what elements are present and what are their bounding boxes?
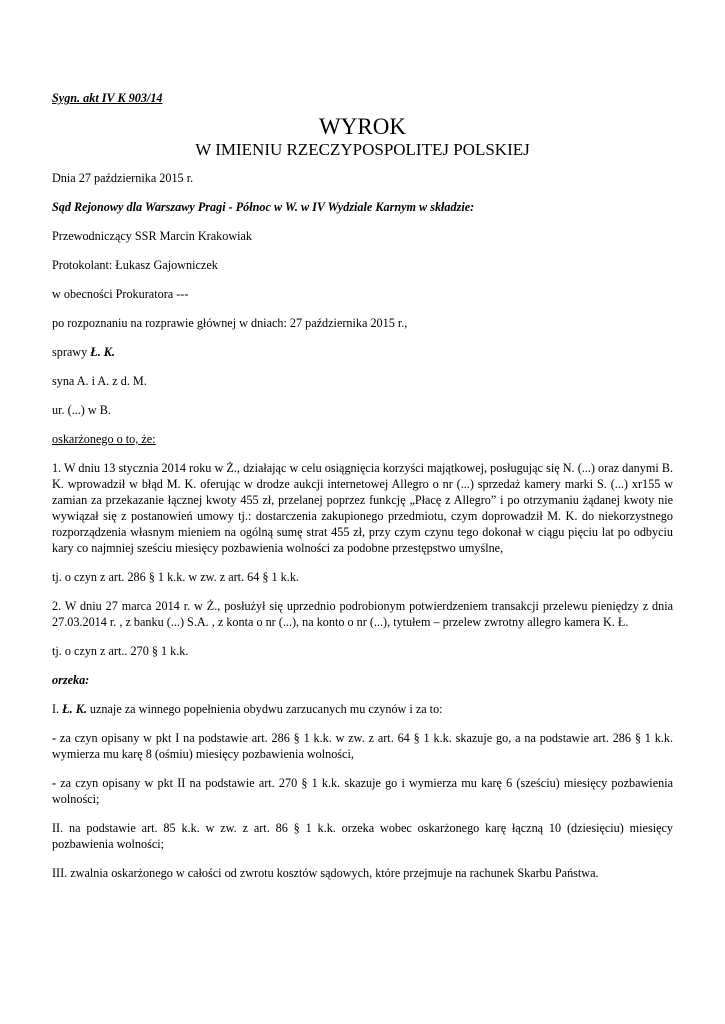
accused-of-heading: oskarżonego o to, że:	[52, 432, 156, 446]
judgment-date: Dnia 27 października 2015 r.	[52, 171, 194, 185]
verdict-item-1	[52, 701, 673, 717]
charge-2: 2. W dniu 27 marca 2014 r. w Ż., posłużył się uprzednio podrobionym potwierdzeniem transakcji przelewu pieniędzy z dnia 27.03.2014 r. , z banku (...) S.A. , z konta o nr (...), na konto o nr (...), tytułem – przelew zwrotny allegro kamera K. Ł.	[52, 599, 673, 629]
verdict-item-3: III. zwalnia oskarżonego w całości od zwrotu kosztów sądowych, które przejmuje na rachunek Skarbu Państwa.	[52, 866, 599, 880]
item-1b-text: za czyn opisany w pkt II na podstawie art. 270 § 1 k.k. skazuje go i wymierza mu karę 6 (sześciu) miesięcy pozbawienia wolności;	[52, 776, 673, 806]
case-signature: Sygn. akt IV K 903/14	[52, 91, 163, 105]
item-1-name: Ł. K.	[62, 702, 87, 716]
hearing-info: po rozpoznaniu na rozprawie głównej w dniach: 27 października 2015 r.,	[52, 316, 408, 330]
charge-1-law: tj. o czyn z art. 286 § 1 k.k. w zw. z art. 64 § 1 k.k.	[52, 570, 299, 584]
verdict-item-1a	[52, 730, 673, 762]
document-page	[52, 90, 673, 894]
case-prefix: sprawy	[52, 345, 91, 359]
son-of: syna A. i A. z d. M.	[52, 374, 147, 388]
item-1a-text: za czyn opisany w pkt I na podstawie art. 286 § 1 k.k. w zw. z art. 64 § 1 k.k. skazuje go, a na podstawie art. 286 § 1 k.k. wymierza mu karę 8 (ośmiu) miesięcy pozbawienia wolności,	[52, 731, 673, 761]
prosecutor: w obecności Prokuratora ---	[52, 287, 189, 301]
item-1-prefix: I.	[52, 702, 63, 716]
charge-1: 1. W dniu 13 stycznia 2014 roku w Ż., działając w celu osiągnięcia korzyści majątkowej, posługując się N. (...) oraz danymi B. K. wprowadził w błąd M. K. oferując w drodze aukcji internetowej Allegro o nr (...) sprzedaż kamery marki S. (...) xr155 w zamian za przekazanie łącznej kwoty 455 zł, przelanej poprzez funkcję „Płacę z Allegro” i po otrzymaniu żądanej kwoty nie wywiązał się z postanowień umowy tj.: dostarczenia zakupionego przedmiotu, czym doprowadził M. K. do niekorzystnego rozporządzenia własnym mieniem na ogólną sumę strat 455 zł, przy czym czynu tego dokonał w ciągu pięciu lat po odbyciu kary co najmniej sześciu miesięcy pozbawienia wolności za podobne przestępstwo umyślne,	[52, 461, 673, 555]
court-name: Sąd Rejonowy dla Warszawy Pragi - Północ w W. w IV Wydziale Karnym w składzie:	[52, 200, 475, 214]
verdict-item-2: II. na podstawie art. 85 k.k. w zw. z art. 86 § 1 k.k. orzeka wobec oskarżonego karę łączną 10 (dziesięciu) miesięcy pozbawienia wolności;	[52, 821, 673, 851]
item-1-text: uznaje za winnego popełnienia obydwu zarzucanych mu czynów i za to:	[86, 702, 443, 716]
case-defendant	[52, 344, 673, 360]
clerk: Protokolant: Łukasz Gajowniczek	[52, 258, 218, 272]
defendant-name: Ł. K.	[90, 345, 115, 359]
item-1a-dash: -	[52, 731, 57, 745]
chairman: Przewodniczący SSR Marcin Krakowiak	[52, 229, 253, 243]
birth-info: ur. (...) w B.	[52, 403, 111, 417]
verdict-heading: orzeka:	[52, 673, 90, 687]
document-title: WYROK	[319, 114, 406, 139]
charge-2-law: tj. o czyn z art.. 270 § 1 k.k.	[52, 644, 189, 658]
verdict-item-1b	[52, 775, 673, 807]
item-1b-dash: -	[52, 776, 57, 790]
document-subtitle: W IMIENIU RZECZYPOSPOLITEJ POLSKIEJ	[195, 140, 530, 159]
